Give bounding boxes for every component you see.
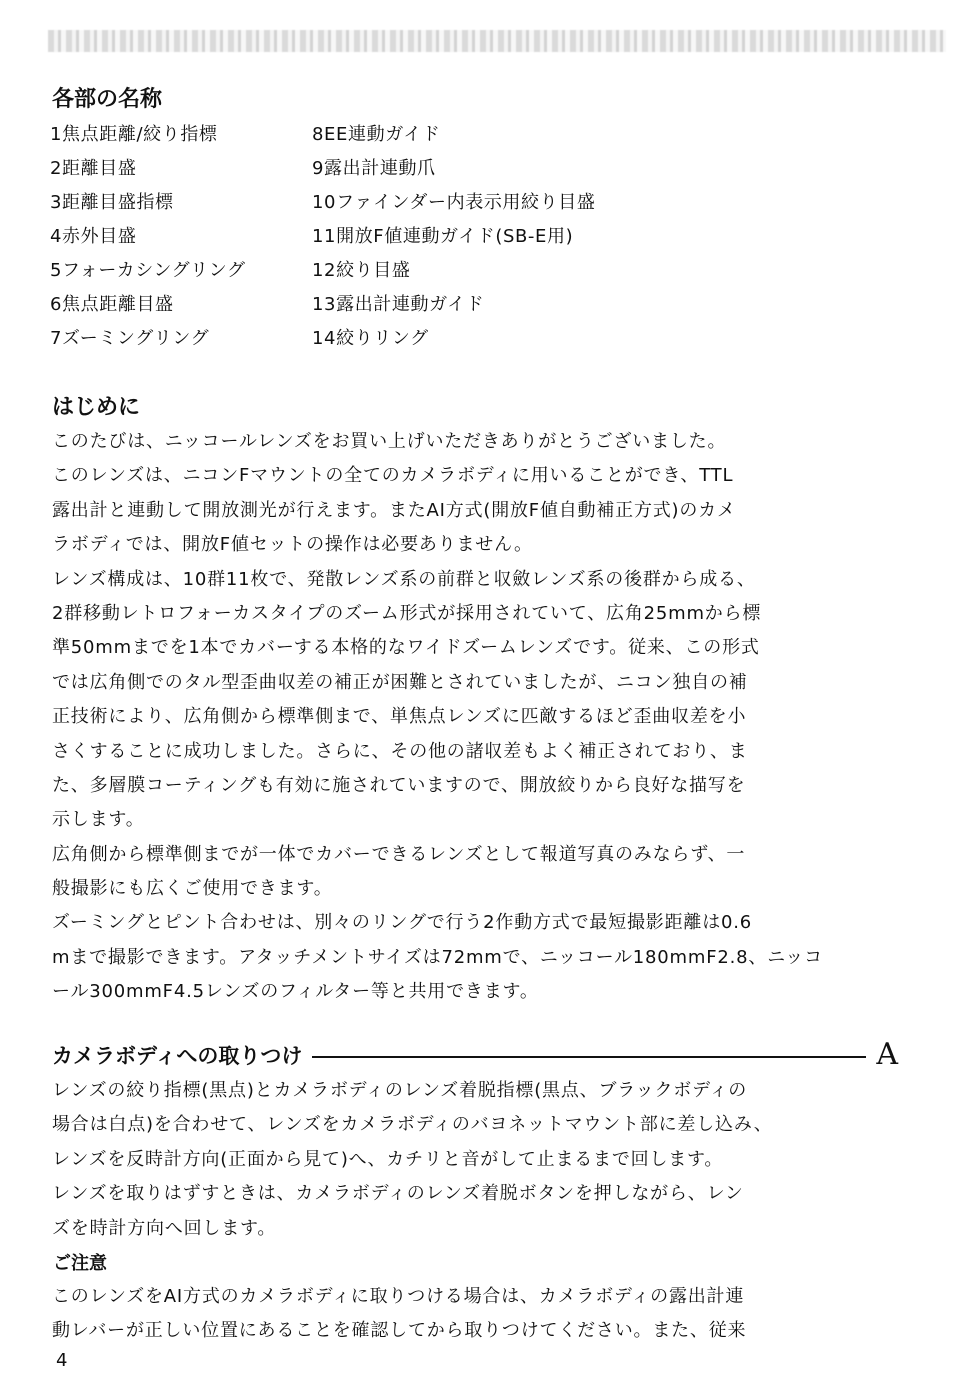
intro-line: 2群移動レトロフォーカスタイプのズーム形式が採用されていて、広角25mmから標 — [52, 602, 762, 624]
parts-row — [50, 186, 870, 220]
part-label-left: 7ズーミングリング — [50, 328, 210, 349]
intro-line: 準50mmまでを1本でカバーする本格的なワイドズームレンズです。従来、この形式 — [52, 637, 760, 659]
scan-noise-band — [48, 30, 946, 52]
parts-row — [50, 118, 870, 152]
intro-line: 露出計と連動して開放測光が行えます。またAI方式(開放F値自動補正方式)のカメ — [52, 499, 736, 521]
intro-line: 正技術により、広角側から標準側まで、単焦点レンズに匹敵するほど歪曲収差を小 — [52, 706, 747, 728]
mount-section-heading — [52, 1038, 898, 1072]
part-label-left: 2距離目盛 — [50, 158, 137, 179]
parts-list — [50, 118, 870, 356]
caution-line: 動レバーが正しい位置にあることを確認してから取りつけてください。また、従来 — [52, 1320, 747, 1342]
part-label-right: 11開放F値連動ガイド(SB-E用) — [312, 226, 574, 247]
caution-line: このレンズをAI方式のカメラボディに取りつける場合は、カメラボディの露出計連 — [52, 1286, 745, 1307]
intro-line: さくすることに成功しました。さらに、その他の諸収差もよく補正されており、ま — [52, 740, 748, 762]
intro-line: レンズ構成は、10群11枚で、発散レンズ系の前群と収斂レンズ系の後群から成る、 — [52, 568, 756, 590]
caution-title: ご注意 — [53, 1253, 107, 1274]
intro-line: このレンズは、ニコンFマウントの全てのカメラボディに用いることができ、TTL — [52, 465, 734, 487]
part-label-right: 14絞りリング — [312, 328, 429, 349]
parts-row — [50, 254, 870, 288]
parts-title: 各部の名称 — [52, 87, 163, 112]
part-label-right: 8EE連動ガイド — [312, 124, 441, 145]
part-label-left: 4赤外目盛 — [50, 226, 137, 247]
intro-line: ラボディでは、開放F値セットの操作は必要ありません。 — [52, 534, 533, 556]
mount-paragraphs — [52, 1074, 912, 1246]
caution-paragraphs — [52, 1280, 912, 1349]
page-number: 4 — [56, 1350, 68, 1371]
mount-line: レンズの絞り指標(黒点)とカメラボディのレンズ着脱指標(黒点、ブラックボディの — [52, 1080, 748, 1101]
intro-line: mまで撮影できます。アタッチメントサイズは72mmで、ニッコール180mmF2.8、ニッコ — [52, 946, 823, 968]
part-label-right: 12絞り目盛 — [312, 260, 411, 281]
intro-line: 広角側から標準側までが一体でカバーできるレンズとして報道写真のみならず、一 — [52, 843, 746, 865]
part-label-right: 9露出計連動爪 — [312, 158, 436, 179]
intro-title: はじめに — [52, 395, 141, 420]
intro-line: ズーミングとピント合わせは、別々のリングで行う2作動方式で最短撮影距離は0.6 — [52, 912, 753, 934]
mount-title: カメラボディへの取りつけ — [52, 1044, 303, 1068]
heading-rule — [312, 1056, 866, 1058]
parts-row — [50, 288, 870, 322]
section-letter: A — [876, 1037, 898, 1072]
mount-line: ズを時計方向へ回します。 — [52, 1217, 277, 1239]
part-label-right: 13露出計連動ガイド — [312, 294, 485, 315]
parts-row — [50, 152, 870, 186]
intro-line: このたびは、ニッコールレンズをお買い上げいただきありがとうございました。 — [52, 431, 727, 452]
intro-line: た、多層膜コーティングも有効に施されていますので、開放絞りから良好な描写を — [52, 774, 746, 796]
part-label-left: 6焦点距離目盛 — [50, 294, 174, 315]
intro-line: 般撮影にも広くご使用できます。 — [52, 878, 333, 900]
intro-line: ール300mmF4.5レンズのフィルター等と共用できます。 — [52, 981, 539, 1003]
part-label-left: 5フォーカシングリング — [50, 260, 246, 281]
intro-line: 示します。 — [52, 809, 145, 831]
parts-row — [50, 220, 870, 254]
mount-line: レンズを取りはずすときは、カメラボディのレンズ着脱ボタンを押しながら、レン — [52, 1183, 744, 1205]
intro-paragraphs — [52, 425, 912, 1010]
intro-line: では広角側でのタル型歪曲収差の補正が困難とされていましたが、ニコン独自の補 — [52, 671, 748, 693]
mount-line: レンズを反時計方向(正面から見て)へ、カチリと音がして止まるまで回します。 — [52, 1148, 724, 1170]
part-label-left: 3距離目盛指標 — [50, 192, 174, 213]
part-label-right: 10ファインダー内表示用絞り目盛 — [312, 192, 596, 213]
parts-row — [50, 322, 870, 356]
part-label-left: 1焦点距離/絞り指標 — [50, 124, 218, 145]
mount-line: 場合は白点)を合わせて、レンズをカメラボディのバヨネットマウント部に差し込み、 — [52, 1114, 773, 1136]
